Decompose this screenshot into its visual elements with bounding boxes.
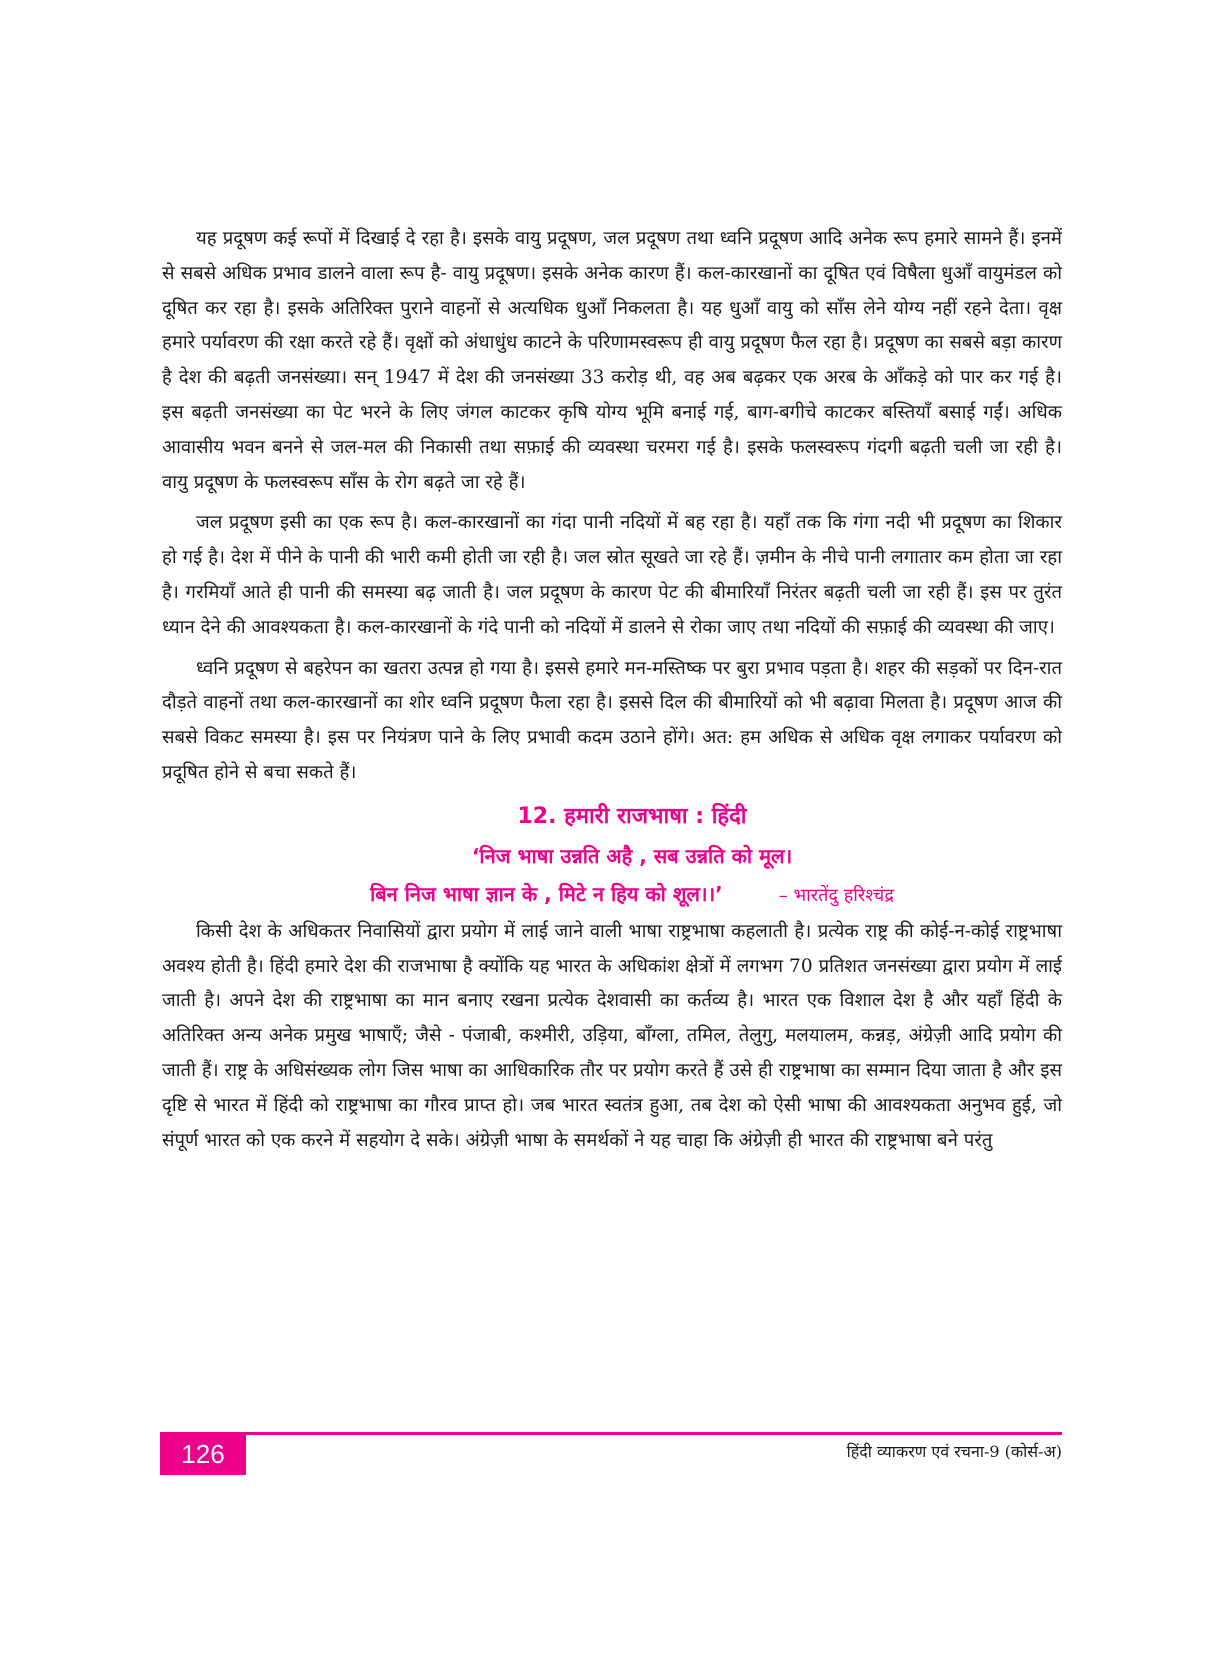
paragraph-noise-pollution: ध्वनि प्रदूषण से बहरेपन का खतरा उत्पन्न हो गया है। इससे हमारे मन-मस्तिष्क पर बुरा प्रभाव पड़ता है। शहर की सड़कों पर दिन-रात दौड़ते वाहनों तथा कल-कारखानों का शोर ध्वनि प्रदूषण फैला रहा है। इससे दिल की बीमारियों को भी बढ़ावा मिलता है। प्रदूषण आज की सबसे विकट समस्या है। इस पर नियंत्रण पाने के लिए प्रभावी कदम उठाने होंगे। अत: हम अधिक से अधिक वृक्ष लगाकर पर्यावरण को प्रदूषित होने से बचा सकते हैं। [162, 657, 1062, 783]
verse-attribution: – भारतेंदु हरिश्चंद्र [778, 884, 894, 906]
paragraph-water-pollution: जल प्रदूषण इसी का एक रूप है। कल-कारखानों का गंदा पानी नदियों में बह रहा है। यहाँ तक कि गंगा नदी भी प्रदूषण का शिकार हो गई है। देश में पीने के पानी की भारी कमी होती जा रही है। जल स्रोत सूखते जा रहे हैं। ज़मीन के नीचे पानी लगातार कम होता जा रहा है। गरमियाँ आते ही पानी की समस्या बढ़ जाती है। जल प्रदूषण के कारण पेट की बीमारियाँ निरंतर बढ़ती चली जा रही हैं। इस पर तुरंत ध्यान देने की आवश्यकता है। कल-कारखानों के गंदे पानी को नदियों में डालने से रोका जाए तथा नदियों की सफ़ाई की व्यवस्था की जाए। [162, 512, 1062, 638]
essay-section-header [162, 797, 1062, 915]
verse-line-2-row [162, 875, 1062, 915]
essay-heading: 12. हमारी राजभाषा : हिंदी [517, 803, 747, 829]
paragraph-pollution-types: यह प्रदूषण कई रूपों में दिखाई दे रहा है। इसके वायु प्रदूषण, जल प्रदूषण तथा ध्वनि प्रदूषण आदि अनेक रूप हमारे सामने हैं। इनमें से सबसे अधिक प्रभाव डालने वाला रूप है- वायु प्रदूषण। इसके अनेक कारण हैं। कल-कारखानों का दूषित एवं विषैला धुआँ वायुमंडल को दूषित कर रहा है। इसके अतिरिक्त पुराने वाहनों से अत्यधिक धुआँ निकलता है। यह धुआँ वायु को साँस लेने योग्य नहीं रहने देता। वृक्ष हमारे पर्यावरण की रक्षा करते रहे हैं। वृक्षों को अंधाधुंध काटने के परिणामस्वरूप ही वायु प्रदूषण फैल रहा है। प्रदूषण का सबसे बड़ा कारण है देश की बढ़ती जनसंख्या। सन् 1947 में देश की जनसंख्या 33 करोड़ थी, वह अब बढ़कर एक अरब के आँकड़े को पार कर गई है। इस बढ़ती जनसंख्या का पेट भरने के लिए जंगल काटकर कृषि योग्य भूमि बनाई गई, बाग-बगीचे काटकर बस्तियाँ बसाई गईं। अधिक आवासीय भवन बनने से जल-मल की निकासी तथा सफ़ाई की व्यवस्था चरमरा गई है। इसके फलस्वरूप गंदगी बढ़ती चली जा रही है। वायु प्रदूषण के फलस्वरूप साँस के रोग बढ़ते जा रहे हैं। [162, 228, 1062, 493]
verse-line-2: बिन निज भाषा ज्ञान के , मिटे न हिय को शूल।।’ [370, 881, 723, 906]
book-title: हिंदी व्याकरण एवं रचना-9 (कोर्स-अ) [846, 1442, 1062, 1461]
verse-line-1: ‘निज भाषा उन्नति अहै , सब उन्नति को मूल। [471, 843, 793, 868]
page-number: 126 [160, 1433, 246, 1475]
page-body [162, 222, 1062, 1164]
footer-divider [160, 1432, 1062, 1435]
paragraph-rashtrabhasha: किसी देश के अधिकतर निवासियों द्वारा प्रयोग में लाई जाने वाली भाषा राष्ट्रभाषा कहलाती है। प्रत्येक राष्ट्र की कोई-न-कोई राष्ट्रभाषा अवश्य होती है। हिंदी हमारे देश की राजभाषा है क्योंकि यह भारत के अधिकांश क्षेत्रों में लगभग 70 प्रतिशत जनसंख्या द्वारा प्रयोग में लाई जाती है। अपने देश की राष्ट्रभाषा का मान बनाए रखना प्रत्येक देशवासी का कर्तव्य है। भारत एक विशाल देश है और यहाँ हिंदी के अतिरिक्त अन्य अनेक प्रमुख भाषाएँ; जैसे - पंजाबी, कश्मीरी, उड़िया, बाँग्ला, तमिल, तेलुगु, मलयालम, कन्नड़, अंग्रेज़ी आदि प्रयोग की जाती हैं। राष्ट्र के अधिसंख्यक लोग जिस भाषा का आधिकारिक तौर पर प्रयोग करते हैं उसे ही राष्ट्रभाषा का सम्मान दिया जाता है और इस दृष्टि से भारत में हिंदी को राष्ट्रभाषा का गौरव प्राप्त हो। जब भारत स्वतंत्र हुआ, तब देश को ऐसी भाषा की आवश्यकता अनुभव हुई, जो संपूर्ण भारत को एक करने में सहयोग दे सके। अंग्रेज़ी भाषा के समर्थकों ने यह चाहा कि अंग्रेज़ी ही भारत की राष्ट्रभाषा बने परंतु [162, 920, 1062, 1151]
